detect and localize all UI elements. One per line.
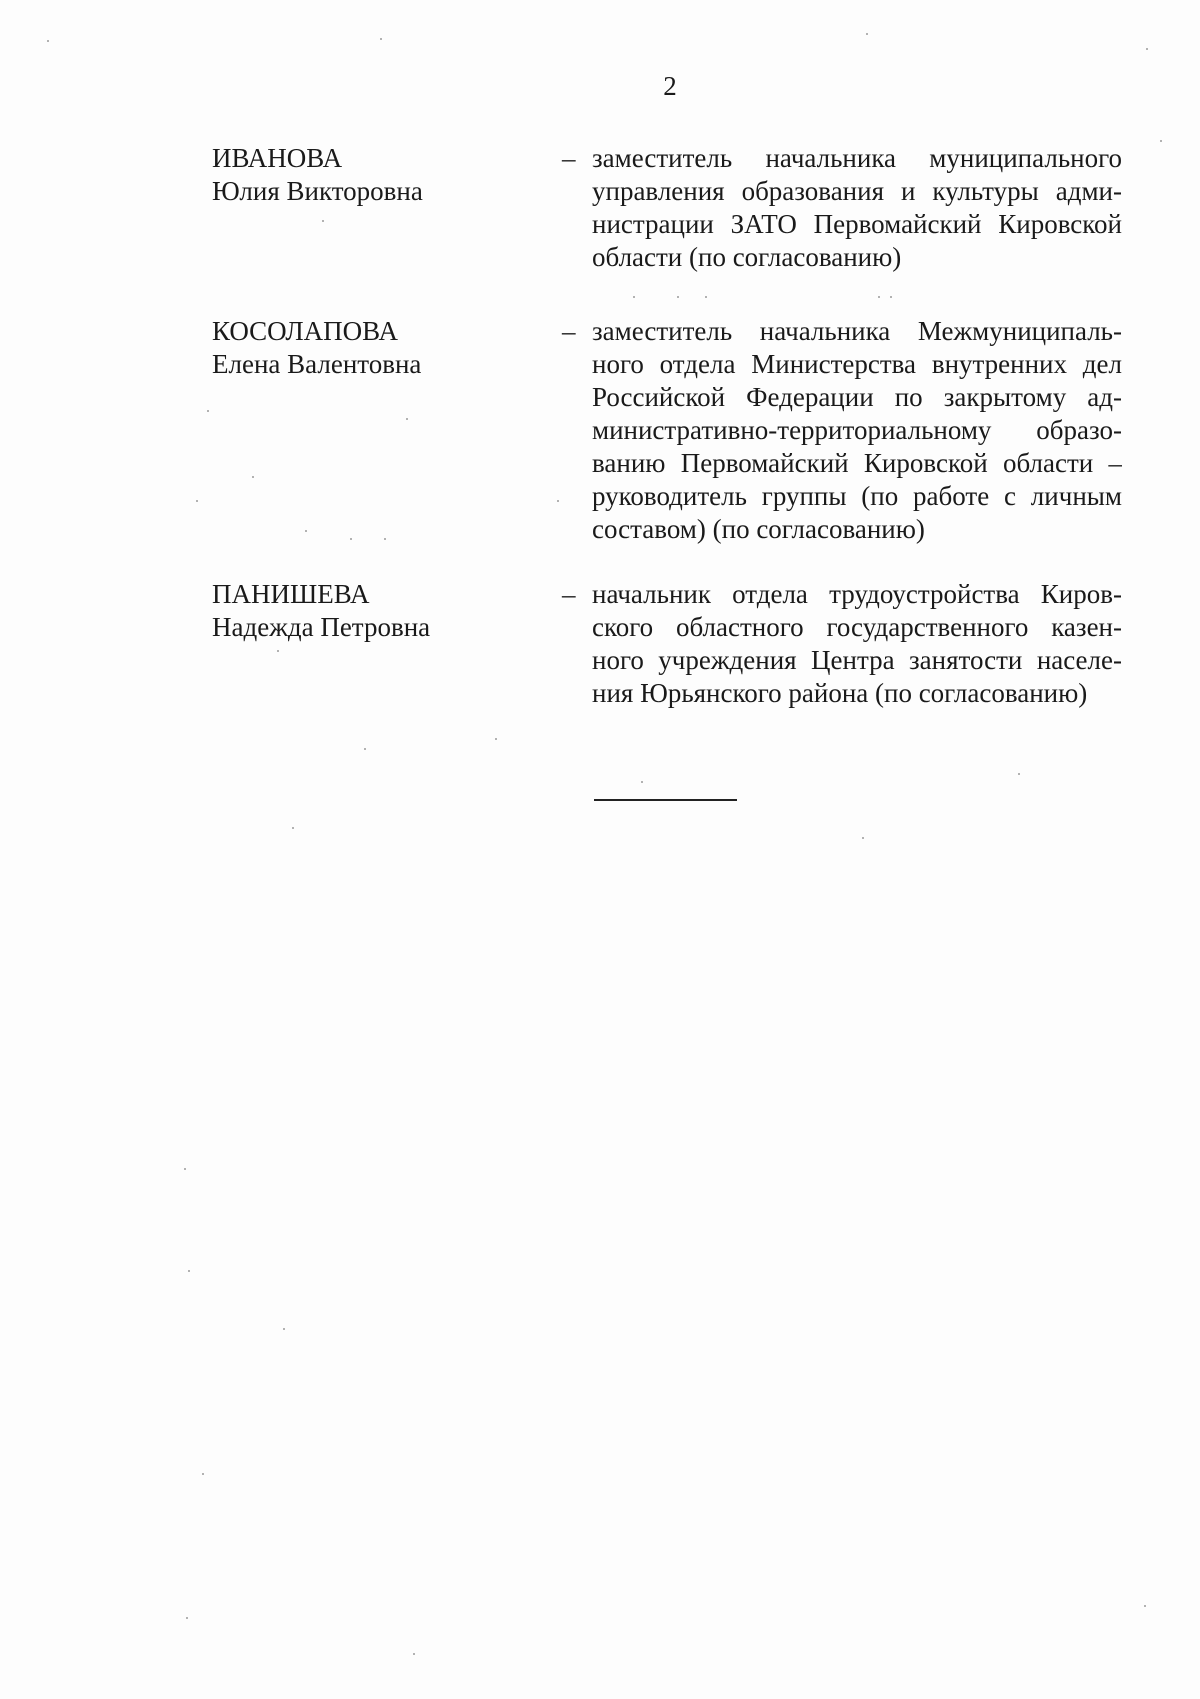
member-name	[212, 315, 532, 381]
scan-speck	[384, 538, 386, 540]
member-position	[592, 315, 1122, 546]
scan-speck	[1146, 48, 1148, 50]
position-line: области (по согласованию)	[592, 242, 902, 272]
separator-dash: –	[562, 316, 576, 346]
position-line: заместитель начальника муниципального	[592, 143, 1122, 173]
member-name	[212, 142, 532, 208]
scan-speck	[207, 410, 209, 412]
position-line: заместитель начальника Межмуниципаль-	[592, 316, 1122, 346]
scan-speck	[878, 296, 880, 298]
scan-speck	[1144, 1605, 1146, 1607]
member-surname: ИВАНОВА	[212, 143, 343, 173]
scan-speck	[47, 40, 49, 42]
member-position	[592, 142, 1122, 274]
scan-speck	[705, 296, 707, 298]
scan-speck	[495, 738, 497, 740]
scan-speck	[1018, 773, 1020, 775]
scan-speck	[186, 1617, 188, 1619]
position-line: составом) (по согласованию)	[592, 514, 925, 544]
position-line: ского областного государственного казен-	[592, 612, 1122, 642]
scan-speck	[277, 650, 279, 652]
page-number: 2	[663, 71, 677, 101]
position-line: министративно-территориальному образо-	[592, 415, 1122, 445]
separator-dash: –	[562, 579, 576, 609]
scan-speck	[641, 781, 643, 783]
scan-speck	[633, 296, 635, 298]
position-line: ного отдела Министерства внутренних дел	[592, 349, 1122, 379]
position-line: Российской Федерации по закрытому ад-	[592, 382, 1122, 412]
closing-rule	[594, 799, 737, 801]
scan-speck	[305, 530, 307, 532]
position-line: ния Юрьянского района (по согласованию)	[592, 678, 1088, 708]
member-surname: КОСОЛАПОВА	[212, 316, 398, 346]
scan-speck	[188, 1270, 190, 1272]
scan-speck	[184, 1168, 186, 1170]
scan-speck	[292, 827, 294, 829]
position-line: нистрации ЗАТО Первомайский Кировской	[592, 209, 1122, 239]
scan-speck	[350, 538, 352, 540]
scan-speck	[413, 1653, 415, 1655]
position-line: руководитель группы (по работе с личным	[592, 481, 1122, 511]
scan-speck	[862, 837, 864, 839]
scan-speck	[364, 748, 366, 750]
separator-dash: –	[562, 143, 576, 173]
scan-speck	[557, 500, 559, 502]
member-given-names: Елена Валентовна	[212, 349, 422, 379]
position-line: ванию Первомайский Кировской области –	[592, 448, 1122, 478]
scan-speck	[283, 1328, 285, 1330]
member-surname: ПАНИШЕВА	[212, 579, 370, 609]
member-position	[592, 578, 1122, 710]
scan-speck	[196, 500, 198, 502]
scan-speck	[1160, 140, 1162, 142]
position-line: управления образования и культуры адми-	[592, 176, 1122, 206]
position-line: начальник отдела трудоустройства Киров-	[592, 579, 1122, 609]
scan-speck	[252, 476, 254, 478]
scan-speck	[406, 418, 408, 420]
scan-speck	[677, 296, 679, 298]
scan-speck	[322, 220, 324, 222]
member-given-names: Юлия Викторовна	[212, 176, 423, 206]
position-line: ного учреждения Центра занятости населе-	[592, 645, 1122, 675]
scan-speck	[380, 38, 382, 40]
member-given-names: Надежда Петровна	[212, 612, 431, 642]
scan-speck	[866, 33, 868, 35]
scan-speck	[890, 296, 892, 298]
member-name	[212, 578, 532, 644]
scan-speck	[202, 1473, 204, 1475]
